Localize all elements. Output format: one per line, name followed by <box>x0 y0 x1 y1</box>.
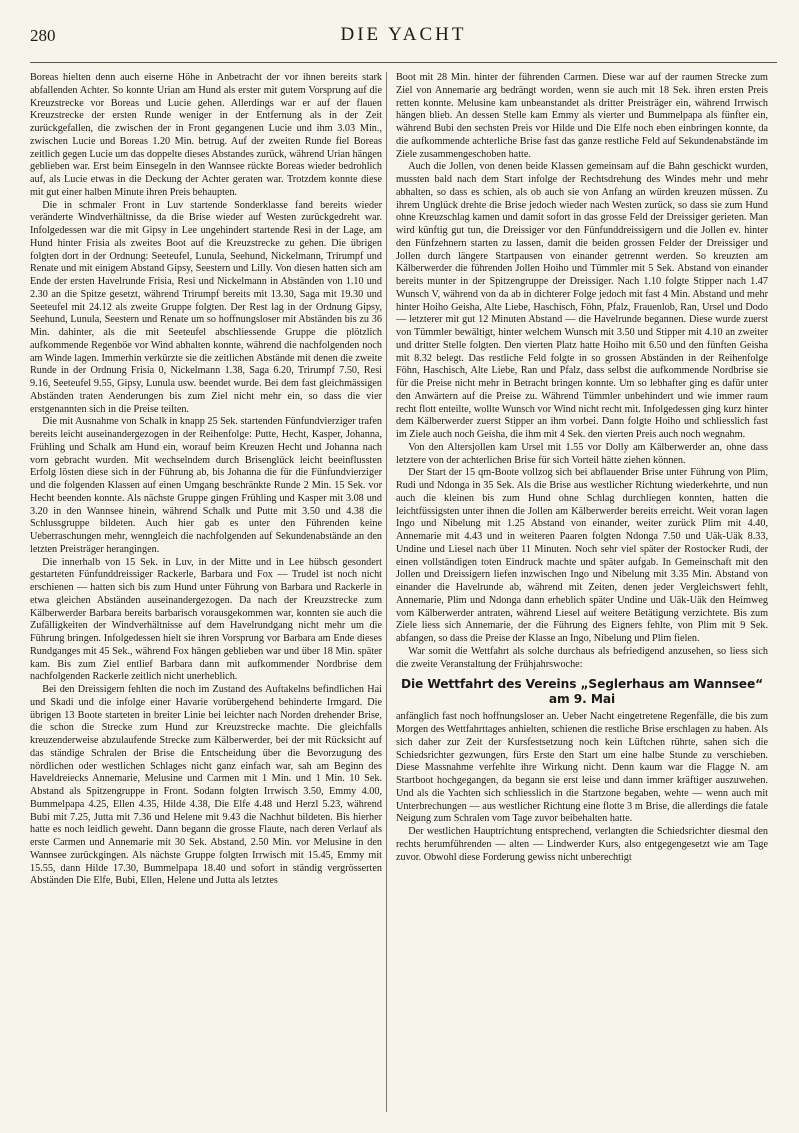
paragraph: War somit die Wettfahrt als solche durchaus als befriedigend anzusehen, so liess sich die zweite Veranstaltung der Frühjahrswoche: <box>396 645 768 670</box>
left-column <box>30 72 382 1117</box>
paragraph: Die mit Ausnahme von Schalk in knapp 25 Sek. startenden Fünfundvierziger trafen bereits leicht auseinandergezogen in der Reihenfolge: Putte, Hecht, Kasper, Johanna, Frühling und Schalk am Hund ein, worauf beim Kreuzen Hecht und Johanna nach vorn gebracht wurden. Mit wechselndem durch Brisenglück leicht beeinflussten Erfolg lösten diese sich in der Führung ab, bis Johanna die für die Fünfundvierziger und die folgenden Klassen auf einen Umgang beschränkte Runde 2 Min. 15 Sek. vor Hecht beenden konnte. Als nächste Gruppe gingen Frühling und Kasper mit 3.08 und 3.20 in den Wannsee hinein, während Schalk und Putte mit 3.50 und 4.38 die Schlussgruppe bildeten. Auch hier gab es unter den Führenden keine Ueberraschungen mehr, wenngleich die nachfolgenden auf Sekundenabstände an den letzten Preisträger herangingen. <box>30 416 382 555</box>
paragraph: Auch die Jollen, von denen beide Klassen gemeinsam auf die Bahn geschickt wurden, mussten bald nach dem Start infolge der Rechtsdrehung des Windes mehr und mehr abhalten, so dass es schien, als ob auch sie von Anfang an würden kreuzen müssen. Zu ihrem Unglück drehte die Brise jedoch wieder nach Westen zurück, so dass sie zum Hund ohne Kreuzschlag kamen und damit sofort in das grosse Feld der Dreissiger gerieten. Man wird künftig gut tun, die Dreissiger vor den Fünfunddreissigern und die Jollen ev. hinter den Fünfzehnern starten zu lassen, damit die beiden grossen Felder der Dreissiger und Jollen durch längere Startpausen von einander getrennt werden. So kreuzten am Kälberwerder die führenden Jollen Hoiho und Tümmler mit 5 Sek. Abstand von einander bereits munter in der Spitzengruppe der Dreissiger. Nach 1.10 folgte Stipper nach 1.47 Wunsch V, während von da ab in dichterer Folge jedoch mit fast 4 Min. Abstand und mehr hinter Hoiho Geisha, Alte Liebe, Haschisch, Föhn, Pfalz, Frauenlob, Ran, Ursel und Dodo — letzterer mit gut 12 Minuten Abstand — die Havelrunde begannen. Diese wurde zuerst von Tümmler bewältigt, hinter welchem Wunsch mit 3.50 und Stipper mit 4.10 an zweiter und dritter Stelle folgten. Den vierten Platz hatte Hoiho mit 6.50 und den fünften Geisha mit 8.32 belegt. Das restliche Feld folgte in so grossen Abständen in der Reihenfolge Föhn, Haschisch, Alte Liebe, Ran und Pfalz, dass selbst die aufkommende Nordbrise sie für die Preise nicht mehr in Betracht bringen konnte. Um so lebhafter ging es dafür unter den Anwärtern auf die Preise zu. Während Tümmler unbehindert und wie immer raum recht flott enteilte, wollte Wunsch vor Wind nicht recht mit. Infolgedessen ging kurz hinter dem Kälberwerder zuerst Stipper an ihm vorbei. Dann folgte Hoiho und schliesslich fast im Ziele auch noch Geisha, die ihm mit 4 Sek. den vierten Preis auch noch wegnahm. <box>396 161 768 440</box>
page-header <box>30 22 777 50</box>
paragraph: Der westlichen Hauptrichtung entsprechend, verlangten die Schiedsrichter diesmal den rechts herumführenden — alten — Lindwerder Kurs, also entgegengesetzt wie am Tage zuvor. Obwohl diese Forderung gewiss nicht unberechtigt <box>396 826 768 863</box>
paragraph: Bei den Dreissigern fehlten die noch im Zustand des Auftakelns befindlichen Hai und Skadi und die infolge einer Havarie vorübergehend behinderte Irmgard. Die übrigen 13 Boote starteten in breiter Linie bei leichter nach Norden drehender Brise, die schon die Strecke zum Hund zur Kreuzstrecke machte. Die gleichfalls kreuzenderweise abzulaufende Strecke zum Kälberwerder, bei der mit Rücksicht auf das ständige Schralen der Brise die Entscheidung über die Bevorzugung des nördlichen oder westlichen Schlages nicht ganz einfach war, sah am Beginn des Haveldreiecks Annemarie, Melusine und Carmen mit 1 Min. und 1 Min. 10 Sek. Abstand als Spitzengruppe in Front. Sodann folgten Irrwisch 3.50, Emmy 4.00, Bummelpapa 4.25, Ellen 4.35, Hilde 4.38, Die Elfe 4.48 und Herzl 5.23, während Bubi mit 7.25, Jutta mit 7.36 und Helene mit 9.43 die Nachhut bildeten. Bis hierher hatte es noch leidlich geweht. Dann begann die grosse Flaute, nach deren Verlauf als erste Carmen und Annemarie mit 30 Sek. Abstand, 2.50 Min. vor Melusine in den Wannsee zurückgingen. Als nächste Gruppe folgten Irrwisch mit 15.45, Emmy mit 15.55, dann Hilde 17.30, Bummelpapa 18.40 und sofort in ständig vergrösserten Abständen Die Elfe, Bubi, Ellen, Helene und Jutta als letztes <box>30 684 382 887</box>
header-rule <box>30 62 777 63</box>
running-title: DIE YACHT <box>340 24 467 45</box>
paragraph: Der Start der 15 qm-Boote vollzog sich bei abflauender Brise unter Führung von Plim, Rudi und Ndonga in 35 Sek. Als die Brise aus westlicher Richtung wiederkehrte, und nun auch die kleinen bis zum Hund ohne Schlag durchliegen konnten, hatten die leichtfüssigsten unter ihnen die Jollen am Kälberwerder bereits erreicht. Weit voran lagen Ingo und Nibelung mit 1.25 Abstand von einander, weiter zurück Plim mit 4.40, Annemarie mit 4.43 und in weiteren Paaren folgten Ndonga 7.50 und Uäk-Uäk 8.33, Undine und Liesel nach über 11 Minuten. Noch sehr viel später der Rostocker Rudi, der einen vollständigen toten Eindruck machte und später aufgab. In Gemeinschaft mit den Jollen und Dreissigern liefen inzwischen Ingo und Nibelung mit 3.35 Min. Abstand von einander die Havelrunde ab, während mit Zeiten, denen jeder Vergleichswert fehlt, Annemarie, Plim und Ndonga dann erheblich später Undine und Uäk-Uäk den Heimweg vom Kälberwerder antraten, während Liesel auf weitere Betätigung verzichtete. Bis zum Ziele liess sich Annemarie, der die Führung des Eigners fehlte, von Plim mit 9 Sek. abfangen, so dass die Preise der Klasse an Ingo, Nibelung und Plim fielen. <box>396 467 768 644</box>
page-number: 280 <box>30 26 56 45</box>
section-headline: Die Wettfahrt des Vereins „Seglerhaus am Wannsee“ am 9. Mai <box>400 677 764 707</box>
paragraph: Die innerhalb von 15 Sek. in Luv, in der Mitte und in Lee hübsch gesondert gestarteten Fünfunddreissiger Rackerle, Barbara und Fox — Trudel ist noch nicht erschienen — hatten sich bis zum Hund unter Führung von Barbara und Rackerle in etwa gleichen Abständen auseinandergezogen. Da nach der Kreuzstrecke zum Kälberwerder Barbara bereits barbarisch vorausgekommen war, konnten sie auch die Zufälligkeiten der Windverhältnisse auf dem Havelrundgang nicht mehr um die Führung bringen. Infolgedessen hielt sie ihren Vorsprung vor Barbara am Ende dieses Rundganges mit 45 Sek., während Fox hängen geblieben war und über 18 Min. später kam. Bis zum Ziel entlief Barbara dann mit aufkommender Nordbrise dem nachfolgenden Rackerle zeitlich nicht unerheblich. <box>30 556 382 683</box>
paragraph: Boreas hielten denn auch eiserne Höhe in Anbetracht der vor ihnen bereits stark abfallenden Achter. So konnte Urian am Hund als erster mit gutem Vorsprung auf die Kreuzstrecke vor Boreas und Lucie gehen. Allerdings war er auf der flauen Kreuzstrecke der ersten Runde weniger in der Entfernung als in der Zeit zurückgefallen, die zwischen der in Front gegangenen Lucie und ihm 3.03 Min., zwischen Lucie und Boreas 1.20 Min. betrug. Auf der zweiten Runde fiel Boreas zeitlich gegen Lucie um das doppelte dieses Abstandes zurück, während Urian hängen geblieben war. Erst beim Einsegeln in den Wannsee rückte Boreas wieder bedrohlich auf, als Lucie etwas in die Deckung der Achter geraten war. Trotzdem konnte diese mit gut einer halben Minute ihren Preis behaupten. <box>30 72 382 198</box>
paragraph: anfänglich fast noch hoffnungsloser an. Ueber Nacht eingetretene Regenfälle, die bis zum Morgen des Wettfahrttages anhielten, schienen die restliche Brise erschlagen zu haben. Als sich daher zur Zeit der Kursfestsetzung noch kein Lüftchen rührte, sahen sich die Schiedsrichter gezwungen, fürs Erste den Start um eine halbe Stunde zu verschieben. Diese Massnahme verfehlte ihre Wirkung nicht. Denn kaum war die Flagge N. am Startboot hochgegangen, da begann sie erst leise und dann immer kräftiger auszuwehen. Und als die Yachten sich schliesslich in die Startzone begaben, wehte — wenn auch mit Unterbrechungen — aus westlicher Richtung eine flotte 3 m Brise, die allerdings die fatale Neigung zum Schralen vom Tage zuvor beibehalten hatte. <box>396 711 768 825</box>
right-column <box>396 72 768 1117</box>
paragraph: Die in schmaler Front in Luv startende Sonderklasse fand bereits wieder veränderte Windverhältnisse, da die Brise wieder auf Westen zurückgedreht war. Infolgedessen war die mit Gipsy in Lee ungehindert startende Resi in der Lage, am Hund hinter Frisia als zweites Boot auf die Kreuzstrecke zu gehen. Die übrigen folgten dort in der Ordnung: Seeteufel, Lunula, Seehund, Nickelmann, Trirumpf und Renate und mit einigem Abstand Gipsy, Seestern und Lilly. Von diesen hatten sich am Ende der ersten Havelrunde Frisia, Resi und Nickelmann in Abständen von 1.10 und 2.30 an die Spitze gesetzt, während Trirumpf bereits mit 13.30, Saga mit 19.30 und Seeteufel mit 24.12 als zweite Gruppe folgten. Der Rest lag in der Ordnung Gipsy, Seehund, Lunula, Seestern und Renate um so hoffnungsloser mit Abständen bis zu 36 Min. dahinter, als die mit Seeteufel abschliessende Gruppe die plötzlich aufkommende Regenböe vor Wind abhalten konnte, während die nachfolgenden noch am Winde lagen. Immerhin verkürzte sie die zeitlichen Abstände mit denen die zweite Runde in der Ordnung Frisia 0, Nickelmann 1.38, Saga 6.20, Trirumpf 7.50, Resi 9.16, Seeteufel 9.55, Gipsy, Lunula usw. beendet wurde. Bei dem fast gleichmässigen Abständen traten Aenderungen bis zum Ziel nicht mehr ein, so dass die vier erstgenannten sich in die Preise teilten. <box>30 199 382 415</box>
column-divider <box>386 72 387 1112</box>
paragraph: Boot mit 28 Min. hinter der führenden Carmen. Diese war auf der raumen Strecke zum Ziel von Annemarie arg bedrängt worden, wenn sie auch mit 18 Sek. ihren ersten Preis retten konnte. Melusine kam unbeanstandet als dritter Preisträger ein, während Irrwisch hängen blieb. An dessen Stelle kam Emmy als vierter und Bummelpapa als fünfter ein, während Bubi den sechsten Preis vor Hilde und Die Elfe noch eben einbringen konnte, da die aufkommende achterliche Brise fast das ganze restliche Feld auf Sekundenabstände im Ziele zusammengeschoben hatte. <box>396 72 768 160</box>
paragraph: Von den Altersjollen kam Ursel mit 1.55 vor Dolly am Kälberwerder an, ohne dass letztere von der achterlichen Brise für sich Vorteil hätte ziehen können. <box>396 441 768 466</box>
